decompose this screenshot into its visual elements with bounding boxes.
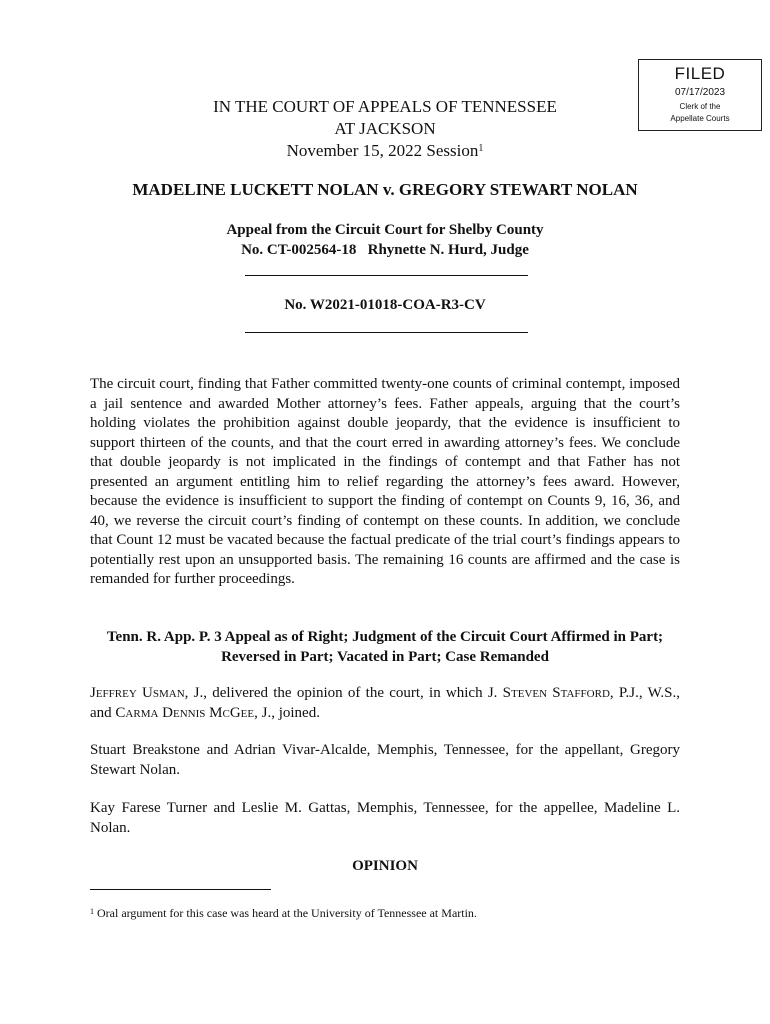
footnote-reference: 1 bbox=[478, 143, 484, 154]
court-location: AT JACKSON bbox=[334, 119, 436, 138]
appeal-from-block bbox=[0, 220, 770, 260]
author-name: Jeffrey Usman bbox=[90, 685, 185, 701]
divider-bottom bbox=[245, 332, 528, 333]
footnote-text: Oral argument for this case was heard at the University of Tennessee at Martin. bbox=[94, 906, 477, 920]
session-date-line bbox=[0, 139, 770, 162]
filed-stamp-clerk-line2: Appellate Courts bbox=[670, 114, 730, 123]
case-caption: MADELINE LUCKETT NOLAN v. GREGORY STEWART NOLAN bbox=[132, 180, 638, 199]
appeal-from-court: Appeal from the Circuit Court for Shelby County bbox=[226, 222, 544, 238]
authorship-text-1: , J., delivered the opinion of the court, in which J. bbox=[184, 685, 503, 701]
filed-stamp-title: FILED bbox=[674, 64, 726, 83]
filed-stamp-date: 07/17/2023 bbox=[674, 87, 726, 98]
opinion-heading: OPINION bbox=[352, 858, 418, 874]
authorship-text-2: , P.J., W.S., and bbox=[90, 685, 680, 721]
joining-judge-2: Carma Dennis McGee bbox=[115, 704, 255, 721]
divider-top bbox=[245, 275, 528, 276]
session-date: November 15, 2022 Session bbox=[286, 141, 479, 160]
authorship-text-3: , J., joined. bbox=[254, 704, 320, 721]
joining-judge-1: Steven Stafford bbox=[502, 685, 610, 701]
holding-statement: Tenn. R. App. P. 3 Appeal as of Right; Judgment of the Circuit Court Affirmed in Part; Reversed in Part; Vacated in Part; Case Remanded bbox=[106, 629, 664, 665]
authorship-statement bbox=[90, 684, 680, 723]
court-name: IN THE COURT OF APPEALS OF TENNESSEE bbox=[213, 97, 557, 116]
footnote-divider bbox=[90, 889, 271, 890]
trial-case-number-judge: No. CT-002564-18 Rhynette N. Hurd, Judge bbox=[241, 242, 529, 258]
footnote-marker: 1 bbox=[90, 907, 94, 916]
case-summary: The circuit court, finding that Father committed twenty-one counts of criminal contempt, imposed a jail sentence and awarded Mother attorney’s fees. Father appeals, arguing that the court’s holding violates the prohibition against double jeopardy, that the evidence is insufficient to support thirteen of the counts, and that the court erred in awarding attorney’s fees. We conclude that double jeopardy is not implicated in the findings of contempt and that Father has not presented an argument entitling him to relief regarding the attorney’s fees award. However, because the evidence is insufficient to support the finding of contempt on Counts 9, 16, 36, and 40, we reverse the circuit court’s finding of contempt on these counts. In addition, we conclude that Count 12 must be vacated because the factual predicate of the trial court’s findings appears to potentially rest upon an unsupported basis. The remaining 16 counts are affirmed and the case is remanded for further proceedings. bbox=[90, 376, 680, 587]
docket-number: No. W2021-01018-COA-R3-CV bbox=[284, 297, 486, 313]
filed-stamp-clerk-line1: Clerk of the bbox=[679, 102, 721, 111]
appellee-counsel: Kay Farese Turner and Leslie M. Gattas, Memphis, Tennessee, for the appellee, Madeline L. Nolan. bbox=[90, 800, 680, 836]
footnote bbox=[90, 905, 690, 921]
appellant-counsel: Stuart Breakstone and Adrian Vivar-Alcalde, Memphis, Tennessee, for the appellant, Gregory Stewart Nolan. bbox=[90, 742, 680, 778]
